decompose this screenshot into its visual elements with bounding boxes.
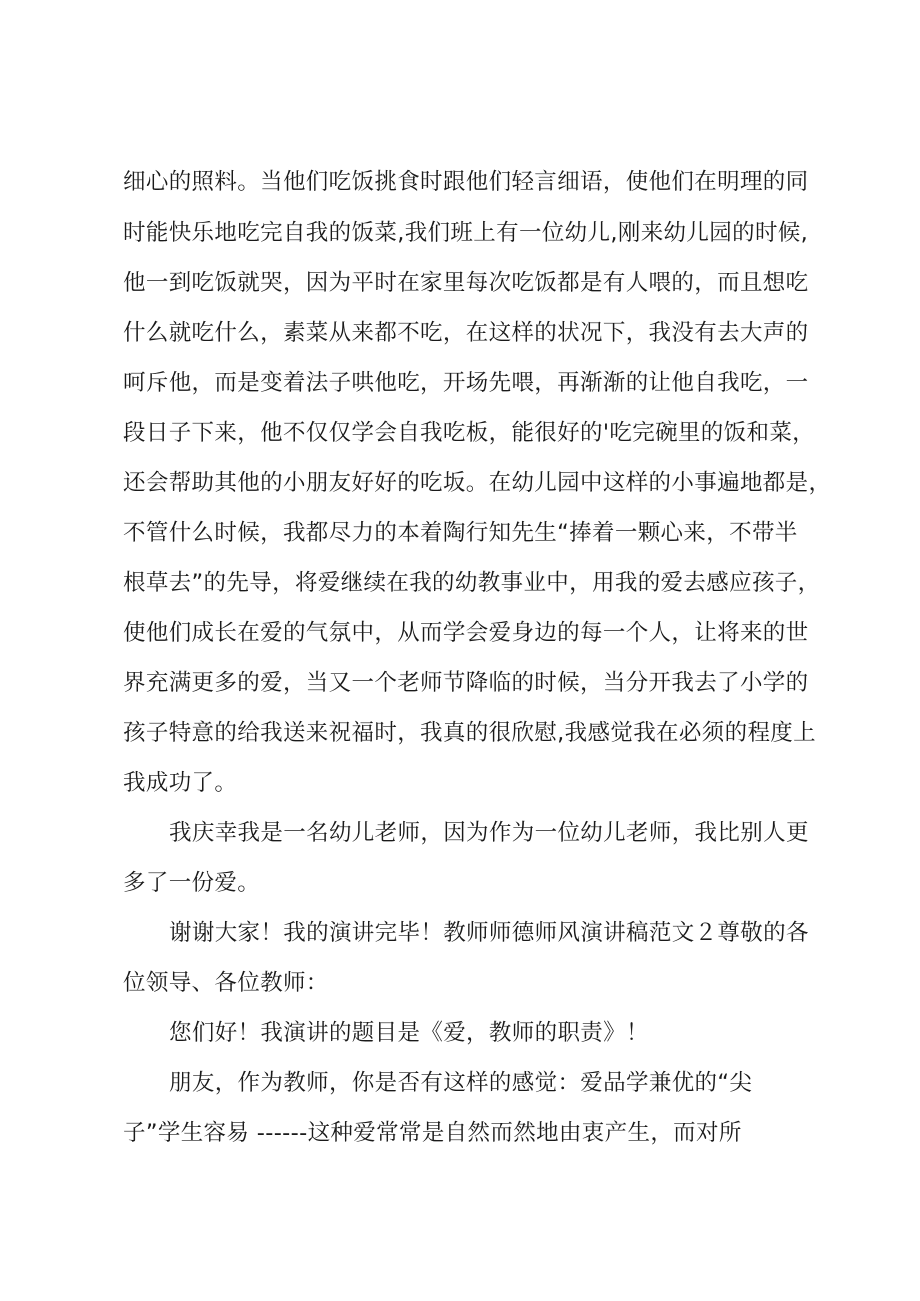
- body-text-line: 位领导、各位教师：: [123, 970, 329, 996]
- body-text-line: 呵斥他，而是变着法子哄他吃，开场先喂，再渐渐的让他自我吃，一: [123, 370, 809, 396]
- body-text-line: 他一到吃饭就哭，因为平时在家里每次吃饭都是有人喂的，而且想吃: [123, 270, 809, 296]
- body-text-line: 使他们成长在爱的气氛中，从而学会爱身边的每一个人，让将来的世: [123, 620, 809, 646]
- body-text-line: 我庆幸我是一名幼儿老师，因为作为一位幼儿老师，我比别人更: [169, 820, 809, 846]
- body-text-line: 朋友，作为教师，你是否有这样的感觉：爱品学兼优的“尖: [169, 1070, 753, 1096]
- body-text-line: 时能快乐地吃完自我的饭菜,我们班上有一位幼儿,刚来幼儿园的时候,: [123, 220, 809, 246]
- body-text-line: 我成功了。: [123, 770, 238, 796]
- body-text-line: 子”学生容易 ------这种爱常常是自然而然地由衷产生，而对所: [123, 1120, 742, 1146]
- body-text-line: 段日子下来，他不仅仅学会自我吃板，能很好的'吃完碗里的饭和菜，: [123, 420, 816, 446]
- body-text-line: 还会帮助其他的小朋友好好的吃坂。在幼儿园中这样的小事遍地都是，: [123, 470, 832, 496]
- body-text-line: 什么就吃什么，素菜从来都不吃，在这样的状况下，我没有去大声的: [123, 320, 809, 346]
- body-text-line: 细心的照料。当他们吃饭挑食时跟他们轻言细语，使他们在明理的同: [123, 169, 809, 195]
- body-text-line: 多了一份爱。: [123, 870, 261, 896]
- body-text-line: 您们好！我演讲的题目是《爱，教师的职责》！: [169, 1020, 649, 1046]
- body-text-line: 孩子特意的给我送来祝福时，我真的很欣慰,我感觉我在必须的程度上: [123, 720, 817, 746]
- body-text-line: 根草去”的先导，将爱继续在我的幼教事业中，用我的爱去感应孩子，: [123, 570, 821, 596]
- body-text-line: 界充满更多的爱，当又一个老师节降临的时候，当分开我去了小学的: [123, 670, 809, 696]
- body-text-line: 谢谢大家！我的演讲完毕！教师师德师风演讲稿范文２尊敬的各: [169, 920, 809, 946]
- body-text-line: 不管什么时候，我都尽力的本着陶行知先生“捧着一颗心来，不带半: [123, 520, 798, 546]
